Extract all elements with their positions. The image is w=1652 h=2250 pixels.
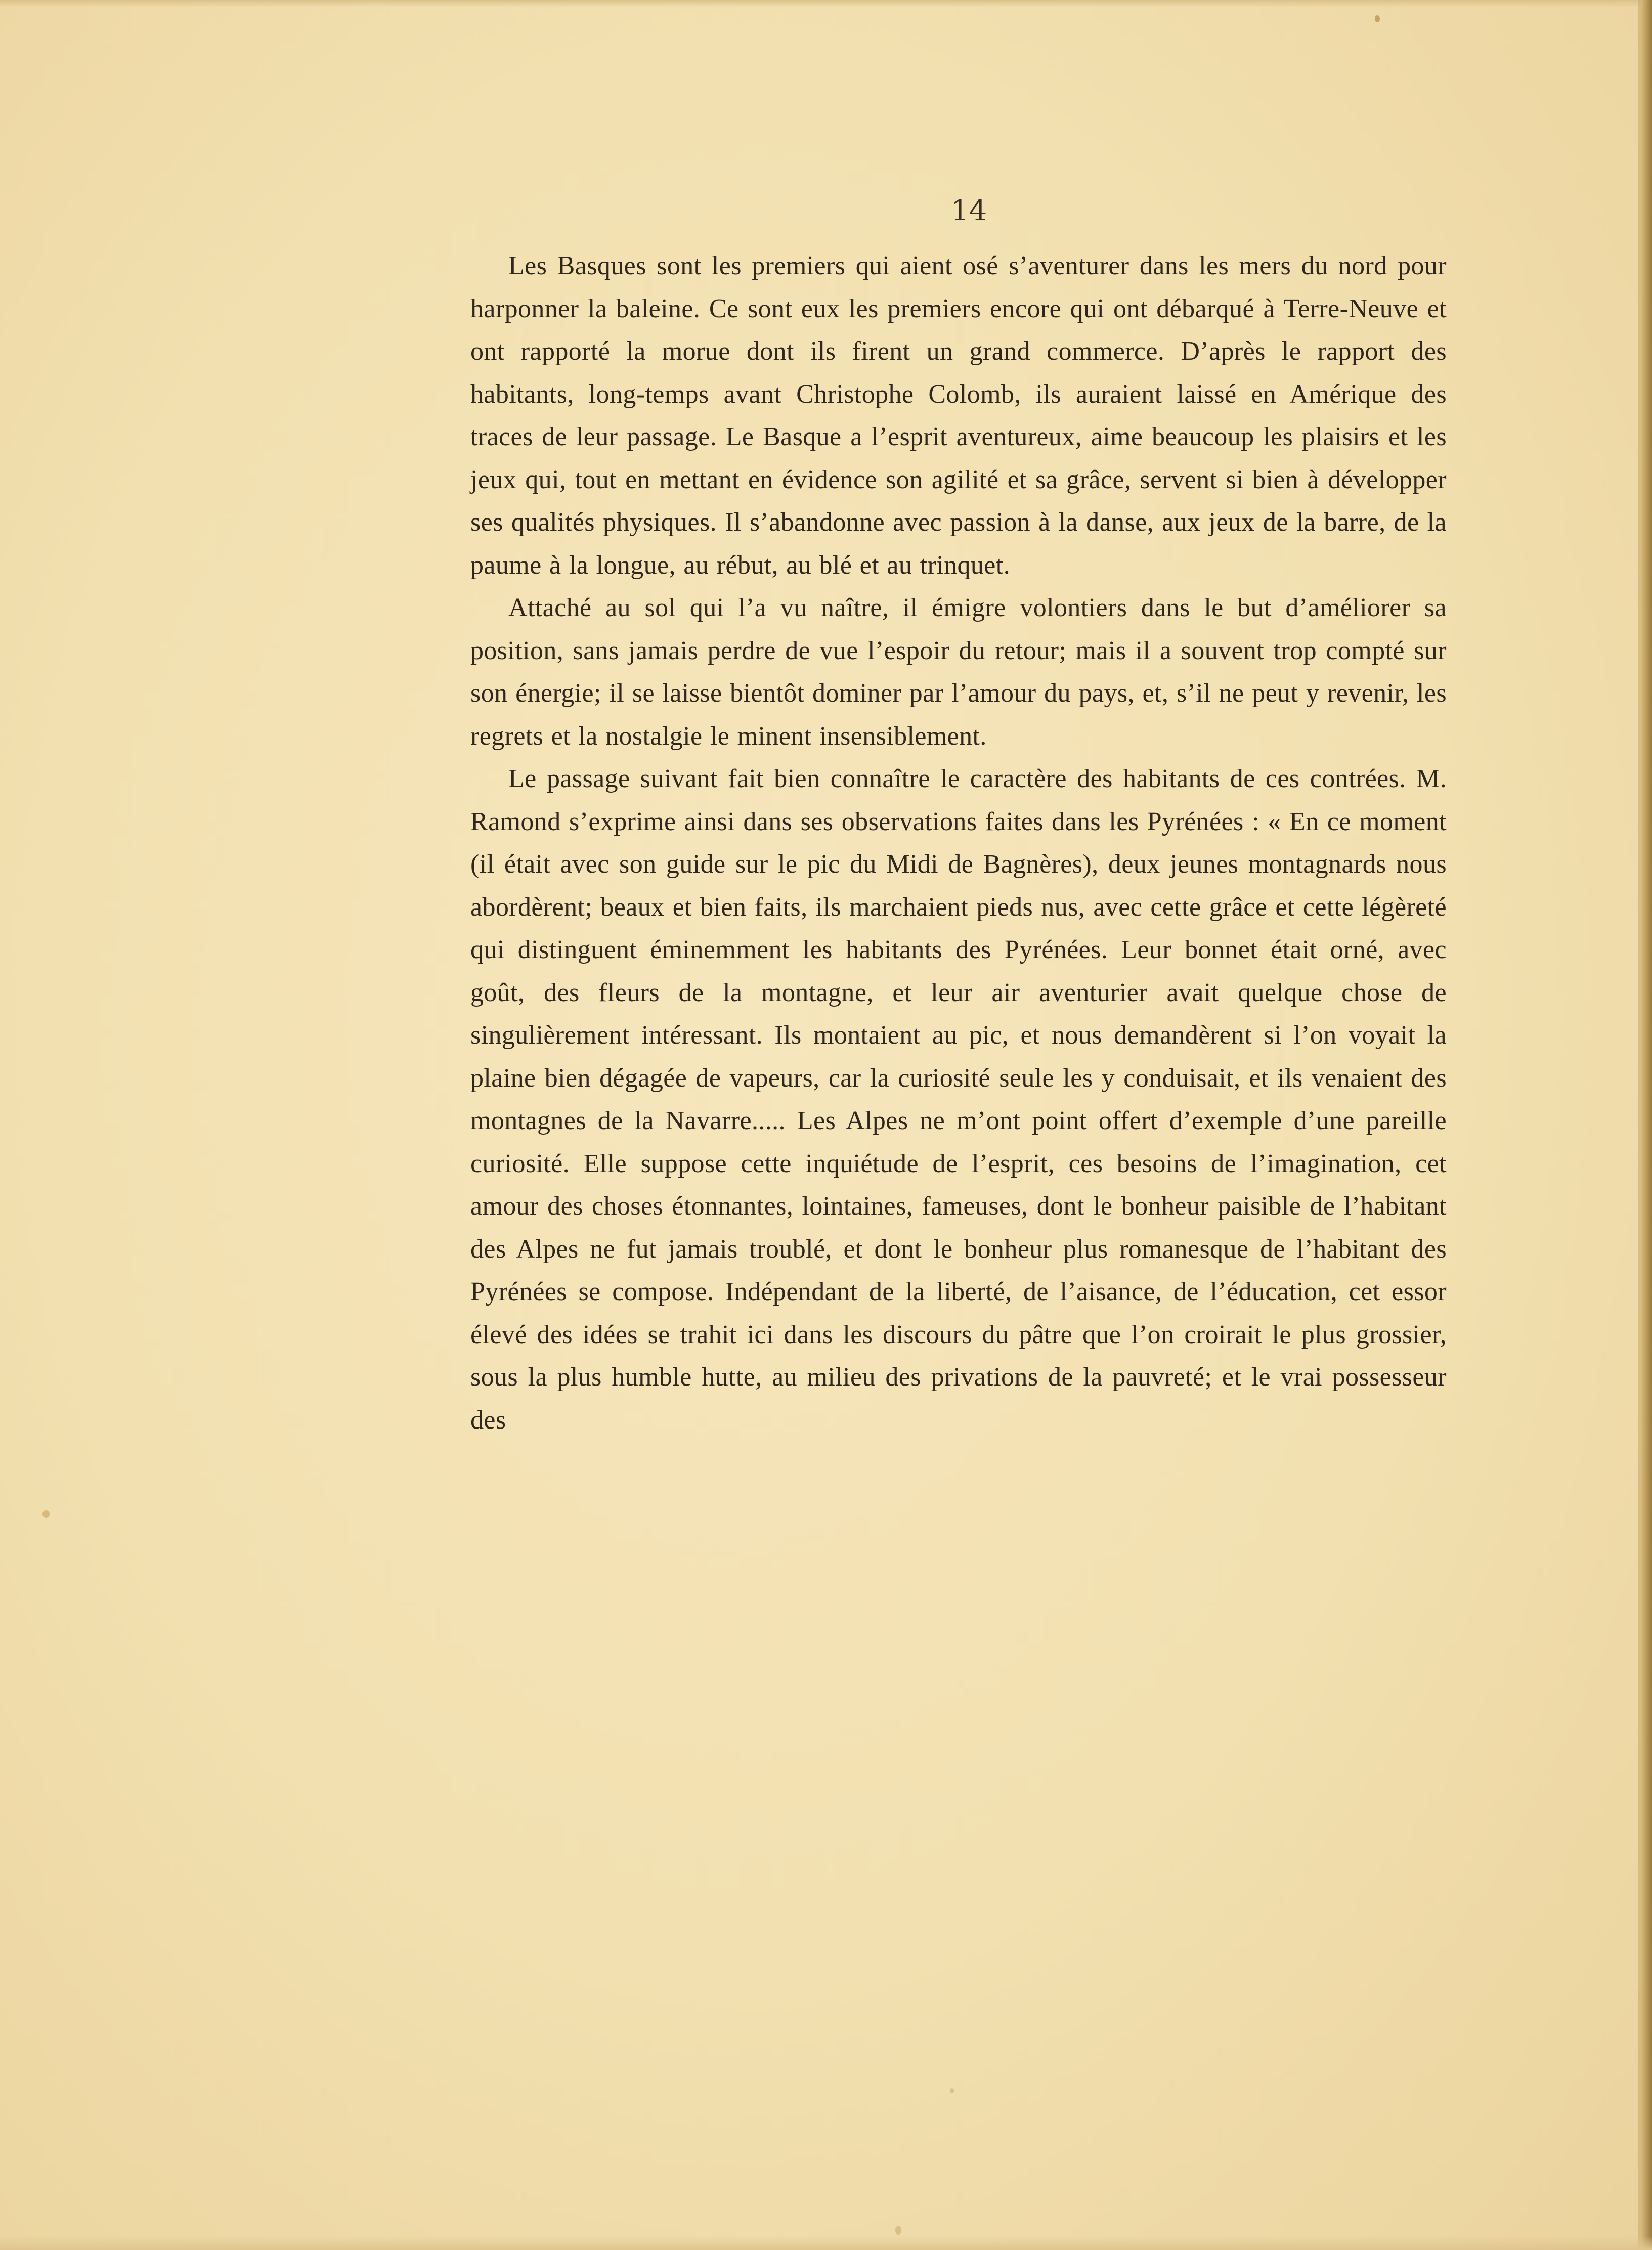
paragraph: Attaché au sol qui l’a vu naître, il émigre volontiers dans le but d’améliorer sa position, sans jamais perdre de vue l’espoir du retour; mais il a souvent trop compté sur son énergie; il se laisse bientôt dominer par l’amour du pays, et, s’il ne peut y revenir, les regrets et la nostalgie le minent insensiblement.	[470, 593, 1447, 751]
page-number: 14	[951, 194, 987, 227]
paragraph: Les Basques sont les premiers qui aient osé s’aventurer dans les mers du nord pour harponner la baleine. Ce sont eux les premiers encore qui ont débarqué à Terre-Neuve et ont rapporté la morue dont ils firent un grand commerce. D’après le rapport des habitants, long-temps avant Christophe Colomb, ils auraient laissé en Amérique des traces de leur passage. Le Basque a l’esprit aventureux, aime beaucoup les plaisirs et les jeux qui, tout en mettant en évidence son agilité et sa grâce, servent si bien à développer ses qualités physiques. Il s’abandonne avec passion à la danse, aux jeux de la barre, de la paume à la longue, au rébut, au blé et au trinquet.	[470, 251, 1447, 580]
page-bottom-edge	[0, 2236, 1652, 2250]
paper-speck	[1375, 15, 1380, 22]
paper-speck	[895, 2226, 901, 2235]
paper-speck	[42, 1510, 50, 1518]
body-text	[470, 245, 1447, 1442]
page-top-edge	[0, 0, 1652, 7]
page-right-edge	[1641, 0, 1652, 2250]
paper-speck	[950, 2088, 954, 2093]
paragraph: Le passage suivant fait bien connaître le caractère des habitants de ces contrées. M. Ramond s’exprime ainsi dans ses observations faites dans les Pyrénées : « En ce moment (il était avec son guide sur le pic du Midi de Bagnères), deux jeunes montagnards nous abordèrent; beaux et bien faits, ils marchaient pieds nus, avec cette grâce et cette légèreté qui distinguent éminemment les habitants des Pyrénées. Leur bonnet était orné, avec goût, des fleurs de la montagne, et leur air aventurier avait quelque chose de singulièrement intéressant. Ils montaient au pic, et nous demandèrent si l’on voyait la plaine bien dégagée de vapeurs, car la curiosité seule les y conduisait, et ils venaient des montagnes de la Navarre..... Les Alpes ne m’ont point offert d’exemple d’une pareille curiosité. Elle suppose cette inquiétude de l’esprit, ces besoins de l’imagination, cet amour des choses étonnantes, lointaines, fameuses, dont le bonheur paisible de l’habitant des Alpes ne fut jamais troublé, et dont le bonheur plus romanesque de l’habitant des Pyrénées se compose. Indépendant de la liberté, de l’aisance, de l’éducation, cet essor élevé des idées se trahit ici dans les discours du pâtre que l’on croirait le plus grossier, sous la plus humble hutte, au milieu des privations de la pauvreté; et le vrai possesseur des	[470, 764, 1447, 1435]
